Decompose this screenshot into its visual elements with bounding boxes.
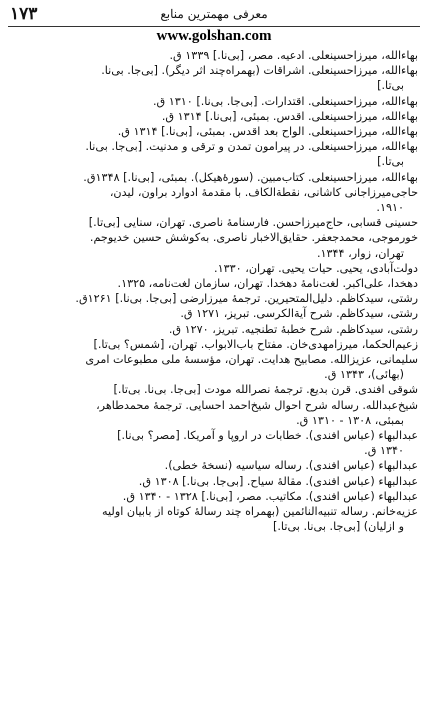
entry-line: بهاءالله، میرزاحسینعلی. ادعیه. مصر، [بی‌نا.] ۱۳۳۹ ق. [169,49,418,62]
page-number: ۱۷۳ [10,4,38,24]
entry-line: بهاءالله، میرزاحسینعلی. اشراقات (بهمراه‌چند اثر دیگر). [بی‌جا. بی‌نا. [101,64,418,78]
entry-line: سلیمانی، عزیزالله. مصابیح هدایت. تهران، مؤسسهٔ ملی مطبوعات امری [85,353,418,367]
entry-line: حاجی‌میرزاجانی کاشانی، نقطةالکاف. با مقدمهٔ ادوارد براون، لیدن، [109,185,418,199]
running-head: معرفی مهمترین منابع [160,7,268,21]
entry-line: تهران، زوار، ۱۳۴۴. [316,246,404,260]
bibliography-entry [8,337,418,383]
bibliography-list [8,48,418,535]
entry-line: خورموجی، محمدجعفر. حقایق‌الاخبار ناصری. به‌کوشش حسین خدیوجم. [89,231,418,245]
bibliography-entry [8,398,418,428]
bibliography-entry [8,291,418,321]
bibliography-entry [8,215,418,261]
entry-line: حسینی قسابی، حاج‌میرزاحسن. فارسنامهٔ ناصری. تهران، سنایی [بی‌تا.] [88,216,418,230]
bibliography-entry [8,428,418,458]
entry-line: ۱۳۴۰ ق. [364,444,404,458]
entry-line: رشتی، سیدکاظم. دلیل‌المتحیرین. ترجمهٔ میرزارضی [بی‌جا. بی‌نا.] ۱۲۶۱ق. [75,292,418,306]
bibliography-entry [8,109,418,124]
entry-line: عبدالبهاء (عباس افندی). رساله سیاسیه (نسخهٔ خطی). [164,459,418,473]
bibliography-entry [8,48,418,63]
entry-line: بهاءالله، میرزاحسینعلی. کتاب‌مبین. (سورهٔ‌هیکل). بمبئی، [بی‌نا.] ۱۳۴۸ق. [83,170,418,184]
entry-line: دولت‌آبادی، یحیی. حیات یحیی. تهران، ۱۳۳۰. [214,261,418,275]
bibliography-entry [8,458,418,473]
entry-line: بی‌تا.] [377,155,404,169]
entry-line: بمبئی، ۱۳۰۸ - ۱۳۱۰ ق. [296,413,404,427]
page-header [8,4,420,27]
entry-line: ۱۹۱۰. [376,201,404,215]
entry-line: بی‌تا.] [377,79,404,93]
bibliography-entry [8,489,418,504]
bibliography-entry [8,124,418,139]
bibliography-entry [8,170,418,216]
bibliography-entry [8,139,418,169]
entry-line: شیخ‌عبدالله. رساله شرح احوال شیخ‌احمد احسایی. ترجمهٔ محمدطاهر، [96,398,418,412]
entry-line: عبدالبهاء (عباس افندی). مکاتیب. مصر، [بی‌نا.] ۱۳۲۸ - ۱۳۴۰ ق. [122,489,418,503]
entry-line: بهاءالله، میرزاحسینعلی. اقدس. بمبئی، [بی‌نا.] ۱۳۱۴ ق. [161,109,418,123]
bibliography-entry [8,94,418,109]
bibliography-entry [8,504,418,534]
entry-line: شوقی افندی. قرن بدیع. ترجمهٔ نصرالله مودت [بی‌جا. بی‌نا. بی‌تا.] [113,383,418,397]
entry-line: بهاءالله، میرزاحسینعلی. الواح بعد اقدس. بمبئی، [بی‌نا.] ۱۳۱۴ ق. [117,125,418,139]
bibliography-entry [8,63,418,93]
bibliography-entry [8,474,418,489]
site-watermark: www.golshan.com [156,28,272,44]
entry-line: (بهائی)، ۱۳۴۳ ق. [324,368,404,382]
bibliography-entry [8,382,418,397]
entry-line: بهاءالله، میرزاحسینعلی. اقتدارات. [بی‌جا. بی‌نا.] ۱۳۱۰ ق. [152,94,418,108]
entry-line: دهخدا، علی‌اکبر. لغت‌نامهٔ دهخدا. تهران، سازمان لغت‌نامه، ۱۳۲۵. [117,277,418,291]
entry-line: عبدالبهاء (عباس افندی). مقالهٔ سیاح. [بی‌جا. بی‌نا.] ۱۳۰۸ ق. [138,474,418,488]
entry-line: عزیه‌خانم. رساله تنبیه‌النائمین (بهمراه چند رسالهٔ کوتاه از بابیان اولیه [102,505,418,519]
entry-line: زعیم‌الحکما، میرزامهدی‌خان. مفتاح باب‌الابواب. تهران، [شمس؟ بی‌تا.] [93,337,418,351]
bibliography-entry [8,276,418,291]
entry-line: عبدالبهاء (عباس افندی). خطابات در اروپا و آمریکا. [مصر؟ بی‌نا.] [117,429,418,443]
bibliography-entry [8,322,418,337]
entry-line: رشتی، سیدکاظم. شرح آیةالکرسی. تبریز، ۱۲۷۱ ق. [180,307,418,321]
entry-line: بهاءالله، میرزاحسینعلی. در پیرامون تمدن و ترقی و مدنیت. [بی‌جا. بی‌نا. [85,140,418,154]
entry-line: و ازلیان) [بی‌جا. بی‌نا. بی‌تا.] [273,520,404,534]
entry-line: رشتی، سیدکاظم. شرح خطبهٔ تطنجیه. تبریز، ۱۲۷۰ ق. [168,322,418,336]
bibliography-entry [8,261,418,276]
